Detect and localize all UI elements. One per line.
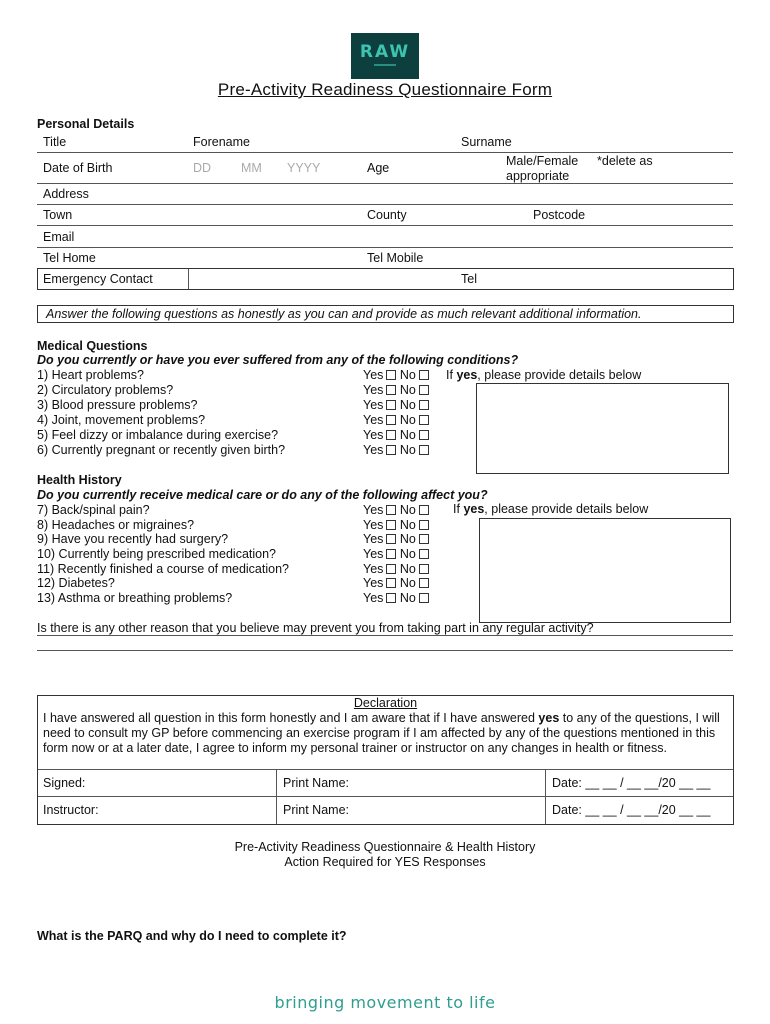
no-checkbox[interactable] [419,385,429,395]
no-label: No [399,413,416,427]
declaration-heading: Declaration [353,696,418,710]
details-bold: yes [456,368,478,382]
health-details-instruction [453,502,648,516]
parq-heading: What is the PARQ and why do I need to complete it? [37,929,347,943]
health-details-box[interactable] [479,518,731,623]
tel-mobile-label: Tel Mobile [367,251,424,265]
no-label: No [399,576,416,590]
yes-label: Yes [363,443,384,457]
dob-label: Date of Birth [43,161,113,175]
print-name-label[interactable]: Print Name: [283,803,349,817]
medical-question: 5) Feel dizzy or imbalance during exercise? [37,428,279,442]
yes-checkbox[interactable] [386,578,396,588]
yes-label: Yes [363,532,384,546]
date-field[interactable]: Date: __ __ / __ __/20 __ __ [552,803,711,817]
health-question: 12) Diabetes? [37,576,115,590]
footer-line-1: Pre-Activity Readiness Questionnaire & Health History [234,840,536,854]
instruction-text: Answer the following questions as honestly as you can and provide as much relevant additional information. [46,307,642,321]
print-name-label[interactable]: Print Name: [283,776,349,790]
health-heading: Health History [37,473,122,487]
yes-no-choice[interactable] [363,591,429,605]
row-divider [38,796,733,797]
yes-label: Yes [363,576,384,590]
no-checkbox[interactable] [419,505,429,515]
yes-label: Yes [363,503,384,517]
no-label: No [399,562,416,576]
yes-label: Yes [363,428,384,442]
forename-label: Forename [193,135,250,149]
health-subheading: Do you currently receive medical care or do any of the following affect you? [37,488,488,502]
yes-no-choice[interactable] [363,428,429,442]
personal-details-heading: Personal Details [37,117,135,131]
yes-checkbox[interactable] [386,593,396,603]
yes-label: Yes [363,547,384,561]
age-label: Age [367,161,390,175]
gender-label: Male/Female [506,154,579,168]
row-divider [37,247,733,248]
answer-line[interactable] [37,650,733,651]
health-question: 7) Back/spinal pain? [37,503,150,517]
no-label: No [399,383,416,397]
declaration-text-bold: yes [538,711,560,725]
no-checkbox[interactable] [419,534,429,544]
no-label: No [399,443,416,457]
yes-label: Yes [363,518,384,532]
no-label: No [399,428,416,442]
emergency-contact-label: Emergency Contact [43,272,153,286]
yes-label: Yes [363,562,384,576]
details-prefix: If [453,502,460,516]
no-label: No [399,591,416,605]
no-checkbox[interactable] [419,549,429,559]
footer-line-2: Action Required for YES Responses [284,855,486,869]
health-question: 10) Currently being prescribed medication? [37,547,277,561]
medical-details-instruction [446,368,641,382]
health-question: 11) Recently finished a course of medication? [37,562,289,576]
postcode-label: Postcode [533,208,586,222]
yes-checkbox[interactable] [386,564,396,574]
no-checkbox[interactable] [419,578,429,588]
yes-checkbox[interactable] [386,520,396,530]
health-question: 13) Asthma or breathing problems? [37,591,233,605]
no-checkbox[interactable] [419,564,429,574]
details-suffix: , please provide details below [477,368,642,382]
row-divider [37,225,733,226]
signed-label[interactable]: Signed: [43,776,86,790]
yes-no-choice[interactable] [363,503,429,517]
other-reason-question: Is there is any other reason that you believe may prevent you from taking part in any regular activity? [37,621,594,635]
no-checkbox[interactable] [419,370,429,380]
yes-no-choice[interactable] [363,368,429,382]
medical-question: 1) Heart problems? [37,368,144,382]
row-divider [37,204,733,205]
details-suffix: , please provide details below [484,502,649,516]
medical-question: 3) Blood pressure problems? [37,398,198,412]
health-question: 9) Have you recently had surgery? [37,532,229,546]
no-checkbox[interactable] [419,430,429,440]
yes-no-choice[interactable] [363,398,429,412]
yes-checkbox[interactable] [386,400,396,410]
yes-no-choice[interactable] [363,547,429,561]
no-checkbox[interactable] [419,445,429,455]
yes-checkbox[interactable] [386,534,396,544]
yes-no-choice[interactable] [363,383,429,397]
cell-divider [276,769,277,824]
tagline: bringing movement to life [274,993,496,1012]
details-prefix: If [446,368,453,382]
row-divider [37,152,733,153]
medical-question: 2) Circulatory problems? [37,383,174,397]
yes-checkbox[interactable] [386,445,396,455]
yes-label: Yes [363,591,384,605]
surname-label: Surname [461,135,512,149]
yes-no-choice[interactable] [363,518,429,532]
answer-line[interactable] [37,635,733,636]
no-label: No [399,503,416,517]
tel-home-label: Tel Home [43,251,96,265]
yes-no-choice[interactable] [363,443,429,457]
yes-label: Yes [363,368,384,382]
no-label: No [399,368,416,382]
town-label: Town [43,208,73,222]
logo-subtext-placeholder [374,64,396,66]
no-label: No [399,547,416,561]
yes-checkbox[interactable] [386,415,396,425]
yes-label: Yes [363,383,384,397]
medical-question: 6) Currently pregnant or recently given birth? [37,443,286,457]
county-label: County [367,208,407,222]
details-bold: yes [463,502,485,516]
no-checkbox[interactable] [419,415,429,425]
row-divider [38,769,733,770]
form-title: Pre-Activity Readiness Questionnaire Form [217,80,553,99]
cell-divider [545,769,546,824]
row-divider [37,183,733,184]
date-field[interactable]: Date: __ __ / __ __/20 __ __ [552,776,711,790]
yes-checkbox[interactable] [386,430,396,440]
declaration-text-part: I have answered all question in this form honestly and I am aware that if I have answered [43,711,535,725]
medical-subheading: Do you currently or have you ever suffered from any of the following conditions? [37,353,519,367]
no-label: No [399,518,416,532]
health-question: 8) Headaches or migraines? [37,518,195,532]
no-label: No [399,398,416,412]
cell-divider [188,269,189,289]
dob-year-placeholder[interactable]: YYYY [287,161,321,175]
no-checkbox[interactable] [419,400,429,410]
emergency-tel-label: Tel [461,272,477,286]
medical-question: 4) Joint, movement problems? [37,413,206,427]
title-label: Title [43,135,67,149]
yes-checkbox[interactable] [386,505,396,515]
no-label: No [399,532,416,546]
yes-checkbox[interactable] [386,549,396,559]
yes-no-choice[interactable] [363,413,429,427]
declaration-text [43,711,723,756]
no-checkbox[interactable] [419,520,429,530]
logo-wordmark: RAW [359,42,411,62]
yes-label: Yes [363,413,384,427]
dob-month-placeholder[interactable]: MM [241,161,262,175]
medical-heading: Medical Questions [37,339,148,353]
yes-label: Yes [363,398,384,412]
yes-checkbox[interactable] [386,385,396,395]
no-checkbox[interactable] [419,593,429,603]
delete-note: *delete as [597,154,653,168]
company-logo [351,33,419,79]
delete-note-appropriate: appropriate [506,169,570,183]
email-label: Email [43,230,75,244]
declaration-text-part: to any of the questions, I will need to consult my GP before commencing an exercise program if I am affected by any of the questions mentioned in this form now or at a later date, I agree to inform my personal trainer or instructor on any changes in health or fitness. [43,711,720,755]
yes-no-choice[interactable] [363,532,429,546]
yes-checkbox[interactable] [386,370,396,380]
dob-day-placeholder[interactable]: DD [193,161,212,175]
yes-no-choice[interactable] [363,562,429,576]
instructor-label[interactable]: Instructor: [43,803,99,817]
yes-no-choice[interactable] [363,576,429,590]
medical-details-box[interactable] [476,383,729,474]
address-label: Address [43,187,89,201]
